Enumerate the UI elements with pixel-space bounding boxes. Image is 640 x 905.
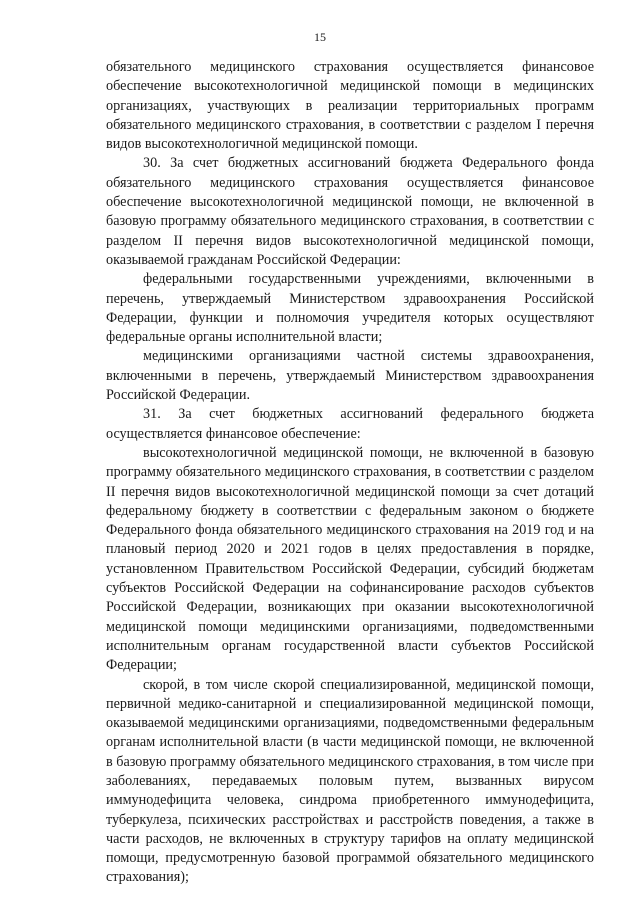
paragraph-emergency-care: скорой, в том числе скорой специализированной, медицинской помощи, первичной медико-санитарной и специализированной медицинской помощи, оказываемой медицинскими организациями, подведомственными федеральным органам исполнительной власти (в части медицинской помощи, не включенной в базовую программу обязательного медицинского страхования, в том числе при заболеваниях, передаваемых половым путем, вызванных вирусом иммунодефицита человека, синдрома приобретенного иммунодефицита, туберкулеза, психических расстройствах и расстройств поведения, а также в части расходов, не включенных в структуру тарифов на оплату медицинской помощи, предусмотренную базовой программой обязательного медицинского страхования); xyxy=(106,676,594,886)
paragraph-30: 30. За счет бюджетных ассигнований бюджета Федерального фонда обязательного медицинского страхования осуществляется финансовое обеспечение высокотехнологичной медицинской помощи, не включенной в базовую программу обязательного медицинского страхования, в соответствии с разделом II перечня видов высокотехнологичной медицинской помощи, оказываемой гражданам Российской Федерации: xyxy=(106,155,594,268)
paragraph-continuation: обязательного медицинского страхования осуществляется финансовое обеспечение высокотехнологичной медицинской помощи в медицинских организациях, участвующих в реализации территориальных программ обязательного медицинского страхования, в соответствии с разделом I перечня видов высокотехнологичной медицинской помощи. xyxy=(106,59,594,153)
paragraph-high-tech-care: высокотехнологичной медицинской помощи, не включенной в базовую программу обязательного медицинского страхования, в соответствии с разделом II перечня видов высокотехнологичной медицинской помощи за счет дотаций федеральному бюджету в соответствии с федеральным законом о бюджете Федерального фонда обязательного медицинского страхования на 2019 год и на плановый период 2020 и 2021 годов в целях предоставления в порядке, установленном Правительством Российской Федерации, субсидий бюджетам субъектов Российской Федерации на софинансирование расходов субъектов Российской Федерации, возникающих при оказании высокотехнологичной медицинской помощи медицинскими организациями, подведомственными исполнительным органам государственной власти субъектов Российской Федерации; xyxy=(106,444,594,674)
document-body xyxy=(106,58,594,888)
paragraph-private-organizations: медицинскими организациями частной системы здравоохранения, включенными в перечень, утверждаемый Министерством здравоохранения Российской Федерации. xyxy=(106,348,594,404)
paragraph-federal-institutions: федеральными государственными учреждениями, включенными в перечень, утверждаемый Министерством здравоохранения Российской Федерации, функции и полномочия учредителя которых осуществляют федеральные органы исполнительной власти; xyxy=(106,271,594,346)
paragraph-31: 31. За счет бюджетных ассигнований федерального бюджета осуществляется финансовое обеспечение: xyxy=(106,406,594,442)
page-number: 15 xyxy=(314,30,326,44)
